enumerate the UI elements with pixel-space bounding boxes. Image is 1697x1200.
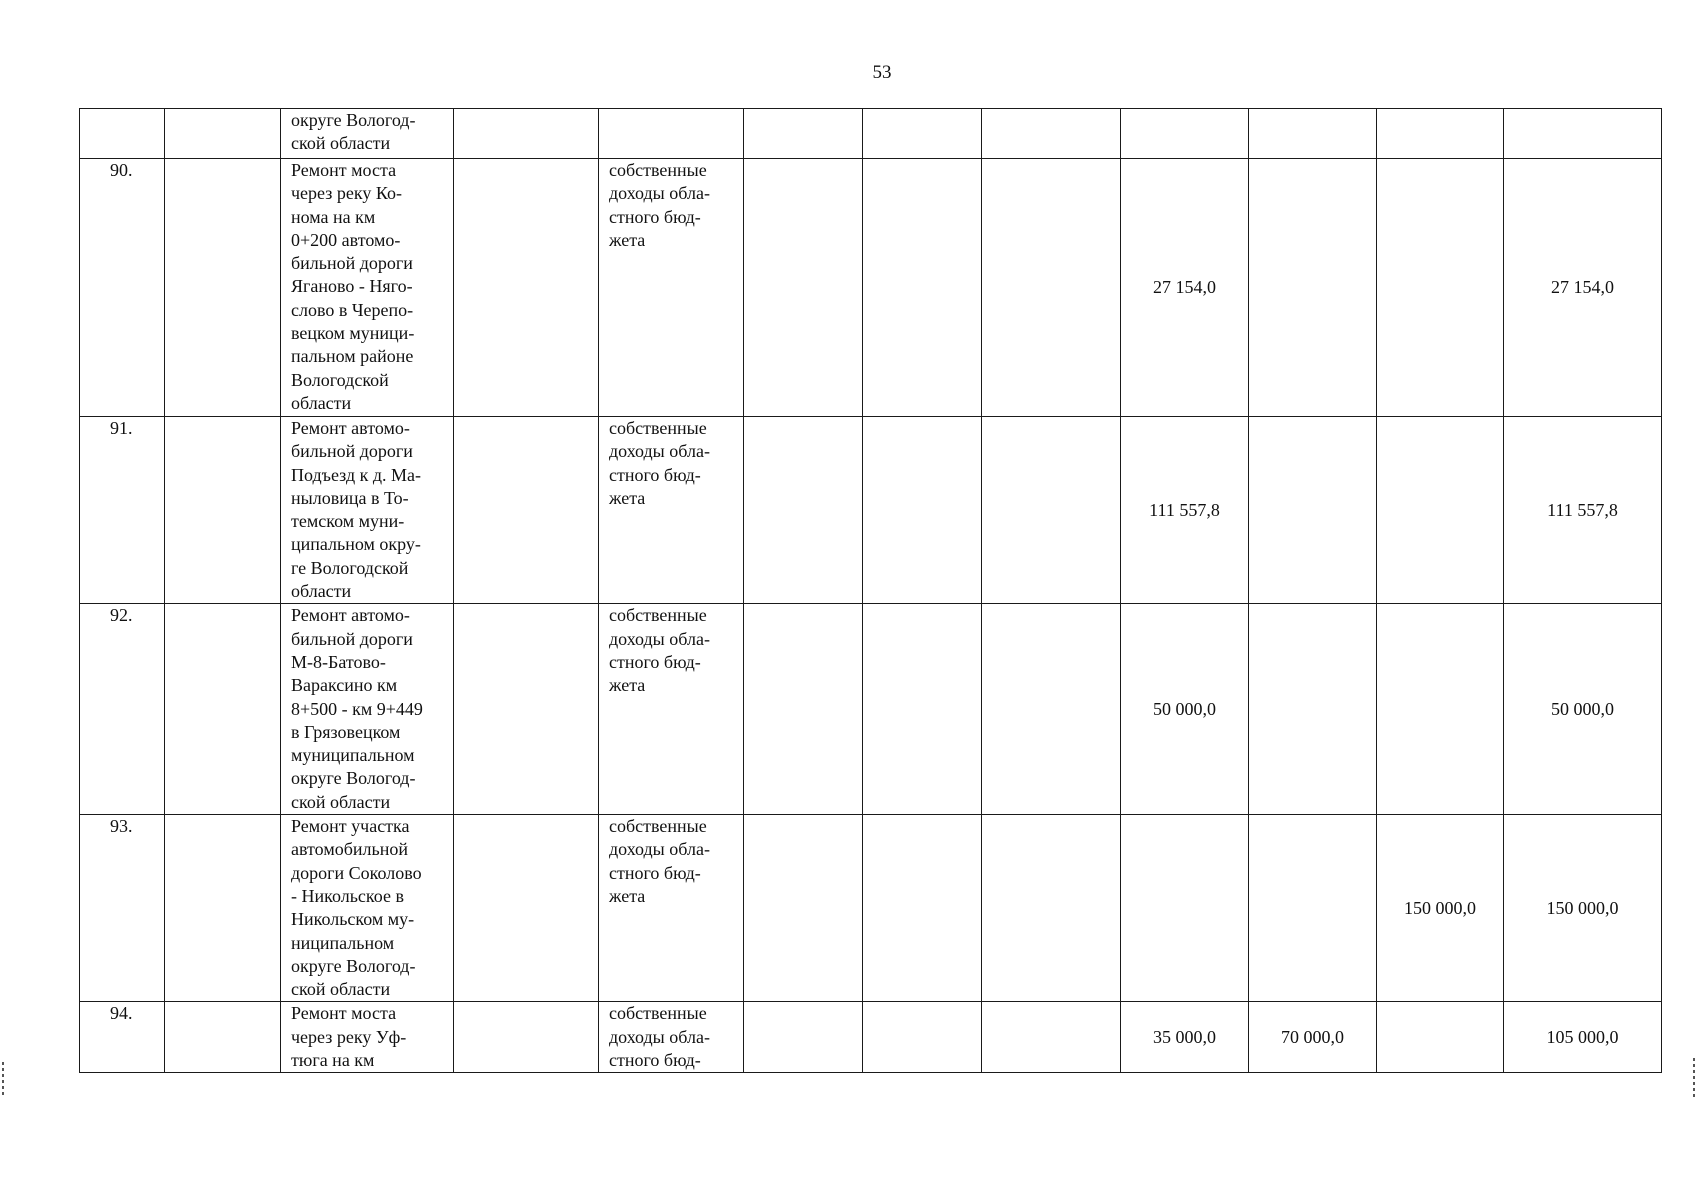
funding-source: собственные доходы обла- стного бюд- жета bbox=[609, 605, 710, 696]
funding-source: собственные доходы обла- стного бюд- жета bbox=[609, 816, 710, 906]
empty-cell bbox=[863, 1002, 982, 1073]
empty-cell bbox=[863, 159, 982, 417]
page-number: 53 bbox=[872, 62, 892, 83]
amount-cell bbox=[1377, 1002, 1504, 1073]
empty-cell bbox=[454, 417, 599, 604]
empty-cell bbox=[165, 1002, 281, 1073]
object-name: Ремонт участка автомобильной дороги Соколово - Никольское в Никольском му- ниципальном округе Вологод- ской области bbox=[291, 816, 422, 1000]
row-number-cell: 92. bbox=[80, 604, 165, 815]
amount-cell bbox=[1249, 109, 1377, 159]
empty-cell bbox=[982, 159, 1121, 417]
empty-cell bbox=[863, 815, 982, 1002]
empty-cell bbox=[165, 604, 281, 815]
empty-cell bbox=[454, 109, 599, 159]
empty-cell bbox=[982, 1002, 1121, 1073]
table-row bbox=[80, 815, 1662, 1002]
row-number-cell: 93. bbox=[80, 815, 165, 1002]
funding-source: собственные доходы обла- стного бюд- жета bbox=[609, 418, 710, 508]
total-amount-cell: 50 000,0 bbox=[1504, 604, 1662, 815]
empty-cell bbox=[982, 417, 1121, 604]
table-row bbox=[80, 159, 1662, 417]
empty-cell bbox=[982, 815, 1121, 1002]
amount-cell: 35 000,0 bbox=[1121, 1002, 1249, 1073]
total-amount-cell: 27 154,0 bbox=[1504, 159, 1662, 417]
empty-cell bbox=[165, 417, 281, 604]
funding-source-cell bbox=[599, 815, 744, 1002]
empty-cell bbox=[454, 604, 599, 815]
budget-table bbox=[79, 108, 1662, 1073]
amount-cell: 27 154,0 bbox=[1121, 159, 1249, 417]
empty-cell bbox=[454, 1002, 599, 1073]
amount-cell bbox=[1249, 159, 1377, 417]
row-number-cell bbox=[80, 109, 165, 159]
row-number-cell: 91. bbox=[80, 417, 165, 604]
object-name-cell bbox=[281, 815, 454, 1002]
table-row bbox=[80, 1002, 1662, 1073]
total-amount-cell bbox=[1504, 109, 1662, 159]
empty-cell bbox=[744, 109, 863, 159]
empty-cell bbox=[744, 604, 863, 815]
object-name: округе Вологод- ской области bbox=[291, 110, 416, 154]
empty-cell bbox=[454, 159, 599, 417]
empty-cell bbox=[744, 417, 863, 604]
empty-cell bbox=[744, 1002, 863, 1073]
object-name-cell bbox=[281, 604, 454, 815]
amount-cell bbox=[1121, 815, 1249, 1002]
amount-cell: 150 000,0 bbox=[1377, 815, 1504, 1002]
scan-edge-mark bbox=[1693, 1058, 1695, 1098]
object-name-cell bbox=[281, 417, 454, 604]
amount-cell bbox=[1121, 109, 1249, 159]
empty-cell bbox=[744, 815, 863, 1002]
row-number-cell: 94. bbox=[80, 1002, 165, 1073]
funding-source-cell bbox=[599, 417, 744, 604]
funding-source-cell bbox=[599, 1002, 744, 1073]
empty-cell bbox=[982, 109, 1121, 159]
empty-cell bbox=[982, 604, 1121, 815]
empty-cell bbox=[454, 815, 599, 1002]
object-name: Ремонт автомо- бильной дороги М-8-Батово- Вараксино км 8+500 - км 9+449 в Грязовецком муниципальном округе Вологод- ской области bbox=[291, 605, 423, 812]
scan-edge-mark bbox=[2, 1062, 4, 1098]
funding-source: собственные доходы обла- стного бюд- жета bbox=[609, 160, 710, 250]
object-name: Ремонт моста через реку Ко- нома на км 0+200 автомо- бильной дороги Яганово - Няго- слово в Черепо- вецком муници- пальном районе Вологодской области bbox=[291, 160, 415, 413]
empty-cell bbox=[165, 109, 281, 159]
funding-source: собственные доходы обла- стного бюд- bbox=[609, 1003, 710, 1071]
funding-source-cell bbox=[599, 159, 744, 417]
table-row bbox=[80, 109, 1662, 159]
amount-cell bbox=[1377, 109, 1504, 159]
amount-cell bbox=[1249, 417, 1377, 604]
amount-cell: 111 557,8 bbox=[1121, 417, 1249, 604]
object-name-cell bbox=[281, 159, 454, 417]
empty-cell bbox=[863, 109, 982, 159]
total-amount-cell: 105 000,0 bbox=[1504, 1002, 1662, 1073]
table-row bbox=[80, 417, 1662, 604]
funding-source-cell bbox=[599, 604, 744, 815]
amount-cell bbox=[1377, 604, 1504, 815]
amount-cell: 50 000,0 bbox=[1121, 604, 1249, 815]
funding-source-cell bbox=[599, 109, 744, 159]
table-row bbox=[80, 604, 1662, 815]
amount-cell bbox=[1377, 159, 1504, 417]
amount-cell bbox=[1249, 604, 1377, 815]
amount-cell: 70 000,0 bbox=[1249, 1002, 1377, 1073]
empty-cell bbox=[165, 159, 281, 417]
object-name-cell bbox=[281, 109, 454, 159]
object-name: Ремонт автомо- бильной дороги Подъезд к д. Ма- ныловица в То- темском муни- ципальном окру- ге Вологодской области bbox=[291, 418, 421, 602]
total-amount-cell: 111 557,8 bbox=[1504, 417, 1662, 604]
row-number-cell: 90. bbox=[80, 159, 165, 417]
empty-cell bbox=[744, 159, 863, 417]
object-name-cell bbox=[281, 1002, 454, 1073]
empty-cell bbox=[863, 604, 982, 815]
amount-cell bbox=[1249, 815, 1377, 1002]
empty-cell bbox=[863, 417, 982, 604]
empty-cell bbox=[165, 815, 281, 1002]
object-name: Ремонт моста через реку Уф- тюга на км bbox=[291, 1003, 407, 1071]
amount-cell bbox=[1377, 417, 1504, 604]
total-amount-cell: 150 000,0 bbox=[1504, 815, 1662, 1002]
